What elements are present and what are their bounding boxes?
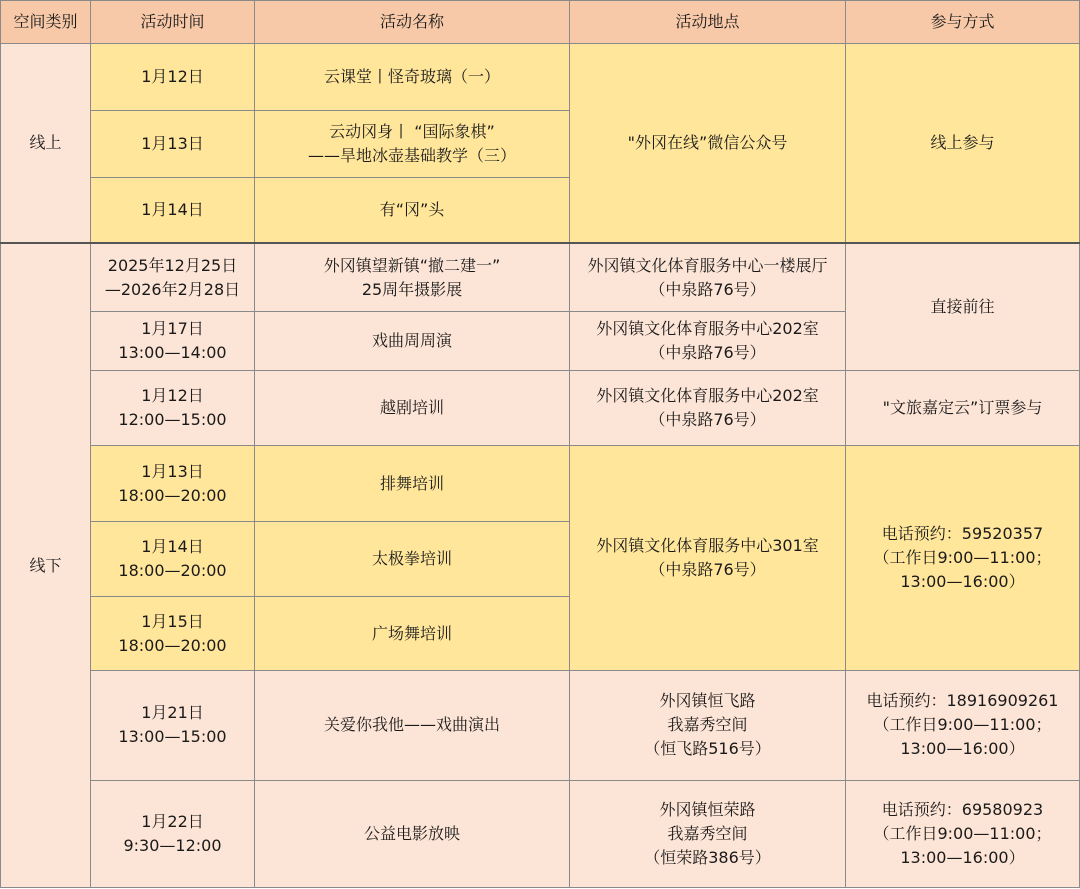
activity-time: 1月14日 18:00—20:00: [91, 521, 255, 596]
online-location: "外冈在线”微信公众号: [570, 44, 846, 244]
direct-method: 直接前往: [846, 243, 1080, 370]
activity-location: 外冈镇文化体育服务中心202室 （中泉路76号）: [570, 312, 846, 371]
activity-name: 外冈镇望新镇“撤二建一” 25周年摄影展: [255, 243, 570, 311]
activity-name: 太极拳培训: [255, 521, 570, 596]
activity-time: 1月13日: [91, 111, 255, 177]
activity-time: 1月15日 18:00—20:00: [91, 596, 255, 670]
header-time: 活动时间: [91, 1, 255, 44]
activity-name: 关爱你我他——戏曲演出: [255, 671, 570, 780]
activity-name: 公益电影放映: [255, 780, 570, 887]
header-location: 活动地点: [570, 1, 846, 44]
activity-name: 排舞培训: [255, 446, 570, 521]
online-method: 线上参与: [846, 44, 1080, 244]
activity-location: 外冈镇恒荣路 我嘉秀空间 （恒荣路386号）: [570, 780, 846, 887]
header-method: 参与方式: [846, 1, 1080, 44]
activity-time: 2025年12月25日 —2026年2月28日: [91, 243, 255, 311]
table-row: [1, 446, 1080, 521]
activity-time: 1月22日 9:30—12:00: [91, 780, 255, 887]
training-location: 外冈镇文化体育服务中心301室 （中泉路76号）: [570, 446, 846, 671]
activity-time: 1月21日 13:00—15:00: [91, 671, 255, 780]
activity-time: 1月12日 12:00—15:00: [91, 371, 255, 446]
activity-name: 越剧培训: [255, 371, 570, 446]
activity-location: 外冈镇文化体育服务中心202室 （中泉路76号）: [570, 371, 846, 446]
activity-time: 1月12日: [91, 44, 255, 111]
category-online: 线上: [1, 44, 91, 244]
activity-name: 云动冈身丨 “国际象棋” ——旱地冰壶基础教学（三）: [255, 111, 570, 177]
activity-name: 有“冈”头: [255, 177, 570, 243]
activity-time: 1月13日 18:00—20:00: [91, 446, 255, 521]
table-row: [1, 671, 1080, 780]
header-category: 空间类别: [1, 1, 91, 44]
header-row: [1, 1, 1080, 44]
table-row: [1, 243, 1080, 311]
activity-name: 云课堂丨怪奇玻璃（一）: [255, 44, 570, 111]
activity-location: 外冈镇文化体育服务中心一楼展厅 （中泉路76号）: [570, 243, 846, 311]
activity-name: 广场舞培训: [255, 596, 570, 670]
table-row: [1, 44, 1080, 111]
activity-method: 电话预约：18916909261 （工作日9:00—11:00； 13:00—16:00）: [846, 671, 1080, 780]
activity-name: 戏曲周周演: [255, 312, 570, 371]
category-offline: 线下: [1, 243, 91, 887]
header-name: 活动名称: [255, 1, 570, 44]
activity-method: 电话预约：69580923 （工作日9:00—11:00； 13:00—16:00）: [846, 780, 1080, 887]
table-row: [1, 780, 1080, 887]
training-method: 电话预约：59520357 （工作日9:00—11:00； 13:00—16:00）: [846, 446, 1080, 671]
activity-location: 外冈镇恒飞路 我嘉秀空间 （恒飞路516号）: [570, 671, 846, 780]
table-row: [1, 371, 1080, 446]
activity-time: 1月17日 13:00—14:00: [91, 312, 255, 371]
ticket-method: "文旅嘉定云”订票参与: [846, 371, 1080, 446]
activity-time: 1月14日: [91, 177, 255, 243]
